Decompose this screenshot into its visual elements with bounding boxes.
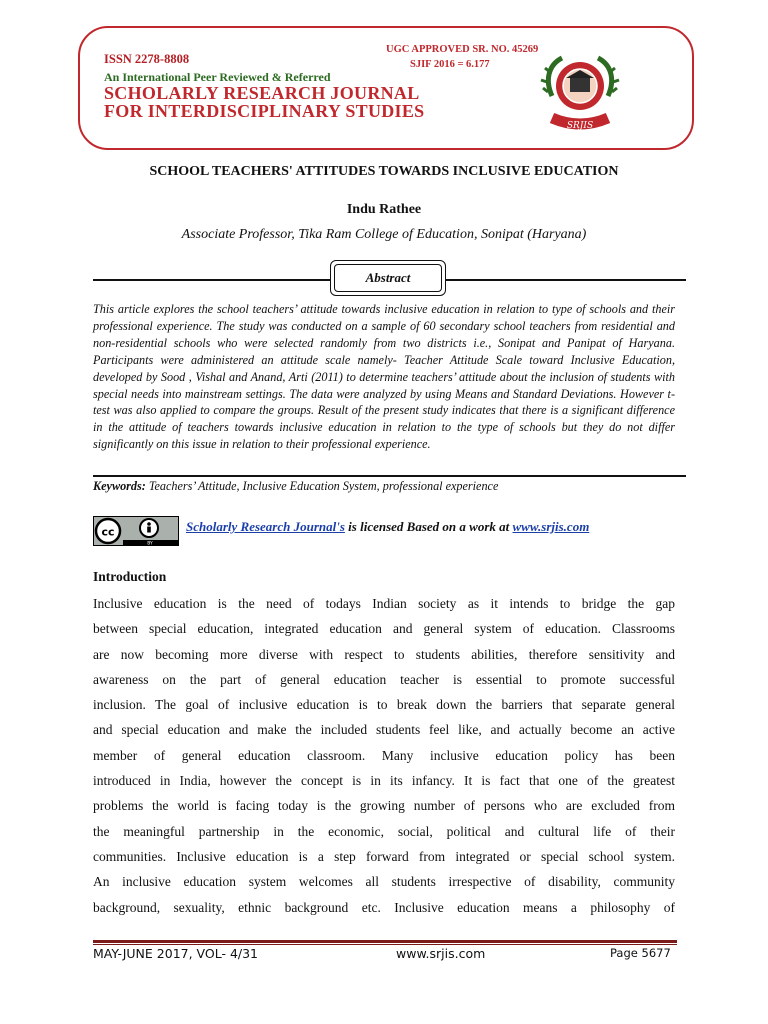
cc-by-icon [93,516,179,546]
body-line: communities. Inclusive education is a step forward from integrated or special school system. [93,848,675,864]
author-name: Indu Rathee [346,202,422,217]
journal-link[interactable]: Scholarly Research Journal's [186,519,345,534]
body-line: and special education and make the included students feel like, and actually become an active [93,722,675,738]
issn: ISSN 2278-8808 [104,52,190,66]
body-line: background, sexuality, ethnic background etc. Inclusive education means a philosophy of [93,899,675,915]
footer-rule-thin [93,944,677,945]
body-line: member of general education classroom. Many inclusive education policy has been [93,747,675,763]
srjis-logo-icon [538,48,622,140]
abstract-rule-right [446,279,686,281]
keywords [93,479,498,494]
website-link[interactable]: www.srjis.com [512,519,590,534]
svg-text:BY: BY [147,541,153,546]
sjif-factor: SJIF 2016 = 6.177 [410,59,490,70]
license-statement [186,519,589,535]
body-line: are now becoming more diverse with respect to students abilities, therefore sensitivity and [93,646,675,662]
body-line: An inclusive education system welcomes all students irrespective of disability, community [93,874,675,890]
logo-text: SRJIS [566,121,594,131]
body-line: inclusion. The goal of inclusive education is to break down the barriers that separate general [93,697,675,713]
footer-rule-thick [93,940,677,943]
abstract-label-box [330,260,446,296]
footer-site: www.srjis.com [396,946,486,961]
author-affiliation: Associate Professor, Tika Ram College of Education, Sonipat (Haryana) [181,227,587,242]
footer-issue: MAY-JUNE 2017, VOL- 4/31 [93,946,259,961]
body-line: Inclusive education is the need of todays Indian society as it intends to bridge the gap [93,596,675,611]
abstract-text: This article explores the school teachers’ attitude towards inclusive education in relation to type of schools and their professional experience. The study was conducted on a sample of 60 secondary school teachers from residential and non-residential schools who were selected randomly from two districts i.e., Sonipat and Panipat of Haryana. Participants were administered an attitude scale namely- Teacher Attitude Scale toward Inclusive Education, developed by Sood , Vishal and Anand, Arti (2011) to determine teachers’ attitude about the inclusion of students with special needs into mainstream settings. The data were analyzed by using Means and Standard Deviations. However t-test was also applied to compare the groups. Result of the present study indicates that there is a significant difference in the attitude of teachers towards inclusive education in relation to the type of schools but they do not differ significantly on this issue in relation to their professional experience. [93,302,675,452]
article-title: SCHOOL TEACHERS' ATTITUDES TOWARDS INCLUSIVE EDUCATION [149,164,619,179]
body-line: awareness on the part of general education teacher is essential to promote successful [93,671,675,687]
body-line: the meaningful partnership in the economic, social, political and cultural life of their [93,823,675,839]
introduction-body [93,591,675,920]
journal-title-line2: FOR INTERDISCIPLINARY STUDIES [104,101,425,121]
abstract-rule-left [93,279,330,281]
introduction-heading: Introduction [93,569,167,584]
ugc-approval: UGC APPROVED SR. NO. 45269 [386,44,539,55]
body-line: problems the world is facing today is the growing number of persons who are excluded from [93,798,675,814]
body-line: between special education, integrated education and general system of education. Classrooms [93,621,675,637]
svg-text:cc: cc [101,525,115,539]
footer-page-number: Page 5677 [610,946,671,960]
license-middle-text: is licensed Based on a work at [344,519,513,534]
peer-reviewed-tagline: An International Peer Reviewed & Referred [104,70,331,84]
abstract-label: Abstract [334,264,442,292]
keywords-label: Keywords: [93,479,146,493]
keywords-list: Teachers’ Attitude, Inclusive Education System, professional experience [145,479,499,493]
journal-title-line1: SCHOLARLY RESEARCH JOURNAL [104,83,420,103]
abstract-bottom-rule [93,475,686,477]
journal-header [78,26,694,150]
body-line: introduced in India, however the concept is in its infancy. It is fact that one of the greatest [93,773,675,789]
